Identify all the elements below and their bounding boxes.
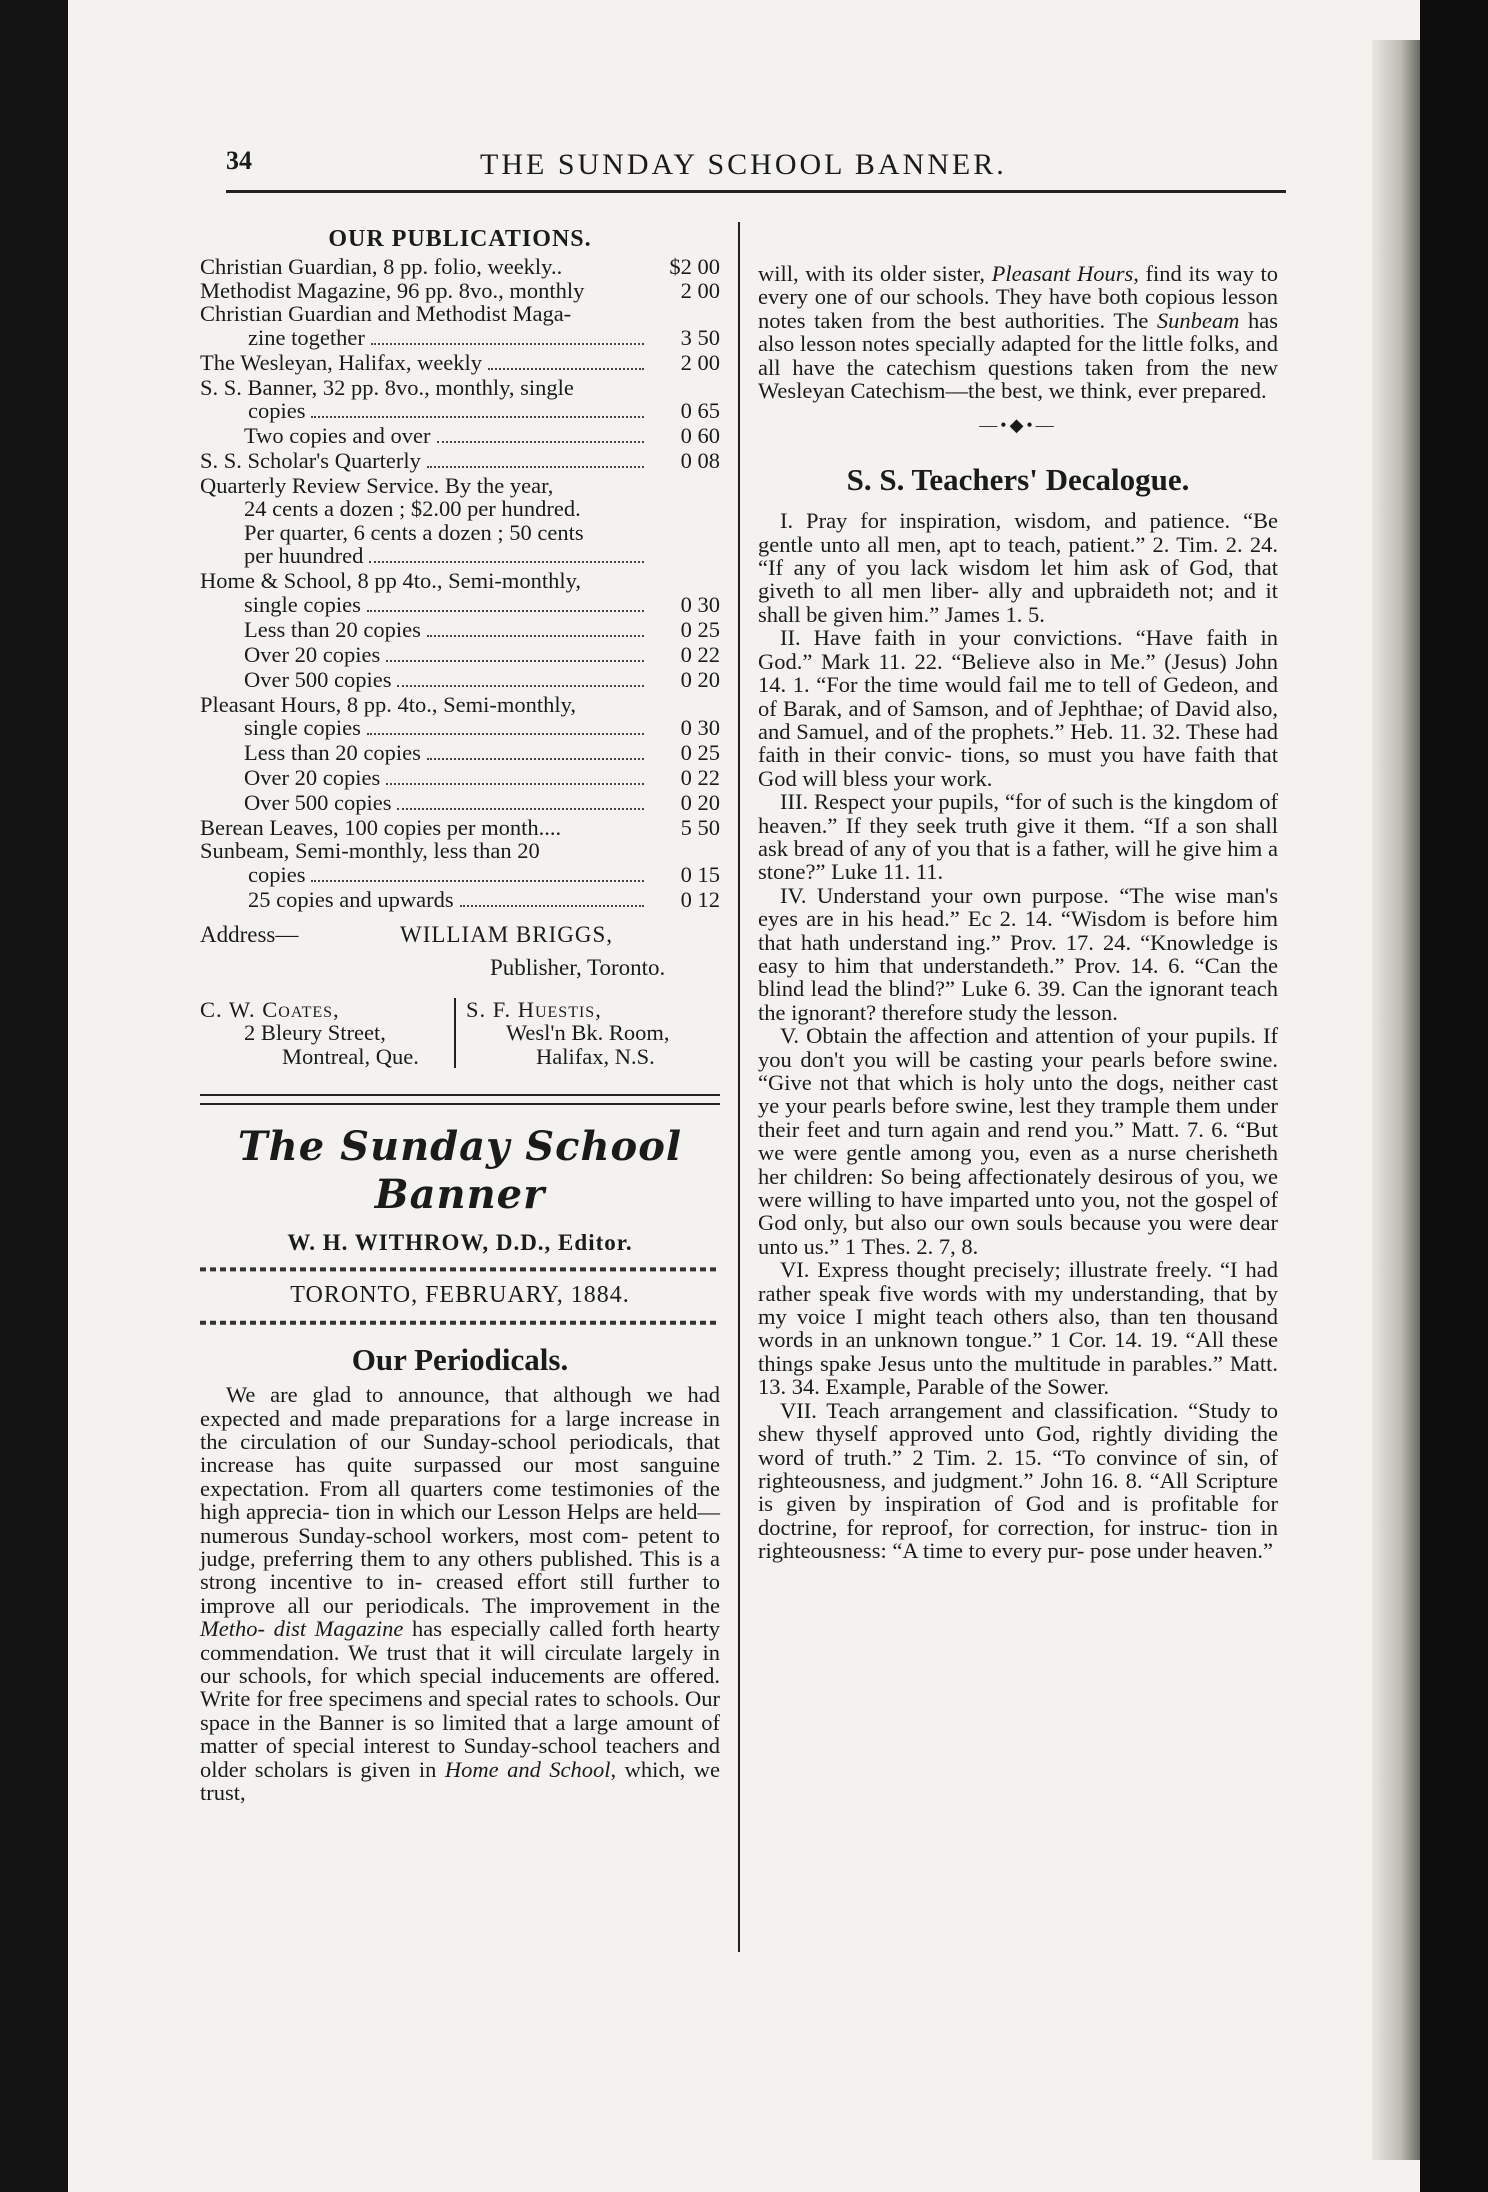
publication-item: [200, 593, 720, 618]
publication-price: 0 08: [680, 448, 720, 474]
publication-label: Methodist Magazine, 96 pp. 8vo., monthly: [200, 277, 585, 303]
publication-price: 0 22: [680, 765, 720, 791]
publication-item: [200, 302, 720, 325]
publication-label: 24 cents a dozen ; $2.00 per hundred.: [244, 496, 581, 522]
publication-label: Quarterly Review Service. By the year,: [200, 473, 554, 499]
publication-item: [200, 791, 720, 816]
wavy-rule: [200, 1318, 720, 1328]
publication-price: 0 20: [680, 790, 720, 816]
agent-address: 2 Bleury Street,: [244, 1020, 386, 1046]
publication-label: Sunbeam, Semi-monthly, less than 20: [200, 838, 540, 864]
publication-label: Over 500 copies: [244, 666, 392, 692]
leader-dots: [427, 635, 644, 637]
leader-dots: [386, 660, 644, 662]
publication-label: S. S. Banner, 32 pp. 8vo., monthly, single: [200, 374, 574, 400]
leader-dots: [488, 368, 644, 370]
running-title: THE SUNDAY SCHOOL BANNER.: [480, 148, 1007, 181]
publication-price: 0 65: [680, 398, 720, 424]
agent-name: S. F. Huestis,: [466, 996, 602, 1022]
publication-label: Per quarter, 6 cents a dozen ; 50 cents: [244, 519, 584, 545]
agent-city: Halifax, N.S.: [536, 1043, 655, 1069]
publication-item: [200, 618, 720, 643]
decalogue-list: [758, 509, 1278, 1562]
publication-price: $2 00: [669, 254, 720, 280]
publication-item: [200, 376, 720, 399]
leader-dots: [427, 466, 644, 468]
leader-dots: [367, 733, 644, 735]
publication-item: [200, 497, 720, 520]
publication-label: 25 copies and upwards: [248, 886, 454, 912]
leader-dots: [460, 905, 644, 907]
publisher-name: WILLIAM BRIGGS,: [400, 921, 614, 947]
agent-name: C. W. Coates,: [200, 996, 340, 1022]
page-edge-shadow: [1372, 40, 1420, 2160]
publication-label: Christian Guardian, 8 pp. folio, weekly..: [200, 254, 563, 280]
decalogue-item: II. Have faith in your convictions. “Have faith in God.” Mark 11. 22. “Believe also in Me.” (Jesus) John 14. 1. “For the time would fail me to tell of Gedeon, and of Barak, and of Samson, and of Jephthae; of David also, and Samuel, and of the prophets.” Heb. 11. 32. These had faith in their convic- tions, so must you have faith that God will bless your work.: [758, 625, 1278, 791]
publication-label: Over 20 copies: [244, 765, 381, 791]
publication-label: Two copies and over: [244, 423, 431, 449]
agent-city: Montreal, Que.: [282, 1043, 419, 1069]
publication-item: [200, 326, 720, 351]
publication-item: [200, 863, 720, 888]
leader-dots: [386, 783, 644, 785]
column-divider: [738, 222, 740, 1952]
publication-label: zine together: [248, 324, 365, 350]
leader-dots: [311, 880, 644, 882]
publication-item: [200, 643, 720, 668]
leader-dots: [397, 685, 644, 687]
decalogue-item: I. Pray for inspiration, wisdom, and patience. “Be gentle unto all men, apt to teach, patient.” 2. Tim. 2. 24. “If any of you lack wisdom let him ask of God, that giveth to all men liber- ally and upbraideth not; and it shall be given him.” James 1. 5.: [758, 508, 1278, 627]
decalogue-item: VI. Express thought precisely; illustrate freely. “I had rather speak five words with my understanding, that by my voice I might teach others also, than ten thousand words in an unknown tongue.” 1 Cor. 14. 19. “All these things spake Jesus unto the multitude in parables.” Matt. 13. 34. Example, Parable of the Sower.: [758, 1257, 1278, 1400]
agent-halifax: [454, 998, 720, 1068]
scan-background: [1420, 0, 1488, 2192]
publications-heading: OUR PUBLICATIONS.: [328, 226, 592, 252]
address-label: Address—: [200, 921, 299, 947]
publication-price: 0 15: [680, 861, 720, 887]
publication-item: [200, 766, 720, 791]
publication-item: [200, 888, 720, 913]
publication-item: [200, 544, 720, 569]
publication-price: 0 22: [680, 641, 720, 667]
leader-dots: [397, 808, 644, 810]
publication-item: [200, 521, 720, 544]
publication-label: Berean Leaves, 100 copies per month....: [200, 815, 562, 841]
publication-item: [200, 741, 720, 766]
publication-label: single copies: [244, 715, 361, 741]
agent-address: Wesl'n Bk. Room,: [506, 1020, 670, 1046]
address-line: [200, 923, 720, 946]
periodicals-title: Our Periodicals.: [351, 1341, 569, 1377]
decalogue-item: IV. Understand your own purpose. “The wise man's eyes are in his head.” Ec 2. 14. “Wisdom is before him that hath understand ing.” Prov. 17. 24. “Knowledge is easy to him that understandeth.” Prov. 14. 6. “Can the blind lead the blind?” Luke 6. 39. Can the ignorant teach the ignorant? therefore study the lesson.: [758, 882, 1278, 1025]
publications-list: [200, 255, 720, 912]
publication-price: 5 50: [680, 815, 720, 841]
publication-item: [200, 839, 720, 862]
decalogue-item: VII. Teach arrangement and classification. “Study to shew thyself approved unto God, rightly dividing the word of truth.” 2 Tim. 2. 15. “To convince of sin, of righteousness, and judgment.” John 16. 8. “All Scripture is given by inspiration of God and is profitable for doctrine, for reproof, for correction, for instruc- tion in righteousness: “A time to every pur- pose under heaven.”: [758, 1397, 1278, 1564]
publication-label: Over 500 copies: [244, 790, 392, 816]
header-rule: [226, 190, 1286, 193]
leader-dots: [371, 343, 644, 345]
publication-price: 0 30: [680, 591, 720, 617]
right-column: [758, 262, 1278, 1563]
publication-price: 3 50: [680, 324, 720, 350]
publication-label: copies: [248, 398, 306, 424]
publication-price: 0 25: [680, 616, 720, 642]
leader-dots: [437, 441, 645, 443]
publication-price: 2 00: [680, 277, 720, 303]
publication-price: 0 20: [680, 666, 720, 692]
publication-label: per huundred: [244, 543, 364, 569]
publication-item: [200, 279, 720, 302]
dateline: TORONTO, FEBRUARY, 1884.: [290, 1282, 630, 1309]
publisher-place: Publisher, Toronto.: [490, 955, 666, 981]
wavy-rule: [200, 1264, 720, 1274]
publication-item: [200, 424, 720, 449]
publication-item: [200, 255, 720, 278]
publication-item: [200, 693, 720, 716]
decalogue-item: V. Obtain the affection and attention of your pupils. If you don't you will be casting your pearls before swine. “Give not that which is holy unto the dogs, neither cast ye your pearls before swine, lest they trample them under their feet and turn again and rend you.” Matt. 7. 6. “But we were gentle among you, even as a nurse cherisheth her children: So being affectionately desirous of you, we were willing to have imparted unto you, not the gospel of God only, but also our own souls because you were dear unto us.” 1 Thes. 2. 7, 8.: [758, 1023, 1278, 1259]
publication-label: copies: [248, 861, 306, 887]
left-column: [200, 228, 720, 1804]
publication-item: [200, 351, 720, 376]
page-number: 34: [226, 146, 252, 175]
publication-label: Less than 20 copies: [244, 740, 421, 766]
publication-price: 0 12: [680, 886, 720, 912]
publication-label: S. S. Scholar's Quarterly: [200, 448, 421, 474]
masthead-rule: [200, 1094, 720, 1105]
publication-label: single copies: [244, 591, 361, 617]
publication-label: Pleasant Hours, 8 pp. 4to., Semi-monthly,: [200, 691, 577, 717]
page-header: [226, 138, 1286, 188]
publication-price: 0 60: [680, 423, 720, 449]
ornament-divider: —•◆•—: [979, 415, 1057, 436]
agent-montreal: [200, 998, 454, 1068]
publication-price: 0 30: [680, 715, 720, 741]
decalogue-title: S. S. Teachers' Decalogue.: [846, 461, 1190, 497]
publication-item: [200, 716, 720, 741]
periodicals-text: We are glad to announce, that although we had expected and made preparations for a large increase in the circulation of our Sunday-school periodicals, that increase has quite surpassed our most sanguine expectation. From all quarters come testimonies of the high apprecia- tion in which our Lesson Helps are held—numerous Sunday-school workers, most com- petent to judge, preferring them to any others published. This is a strong incentive to in- creased effort still further to improve all our periodicals. The improvement in the Metho- dist Magazine has especially called forth hearty commendation. We trust that it will circulate largely in our schools, for which special inducements are offered. Write for free specimens and special rates to schools. Our space in the Banner is so limited that a large amount of matter of special interest to Sunday-school teachers and older scholars is given in Home and School, which, we trust,: [200, 1382, 720, 1806]
publication-price: 2 00: [680, 349, 720, 375]
publication-label: Home & School, 8 pp 4to., Semi-monthly,: [200, 568, 582, 594]
decalogue-item: III. Respect your pupils, “for of such is the kingdom of heaven.” If they seek truth give it them. “If a son shall ask bread of any of you that is a father, will he give him a stone?” Luke 11. 11.: [758, 789, 1278, 885]
publication-label: Over 20 copies: [244, 641, 381, 667]
publication-item: [200, 668, 720, 693]
publication-item: [200, 816, 720, 839]
editor-line: W. H. WITHROW, D.D., Editor.: [287, 1229, 633, 1255]
agents: [200, 998, 720, 1068]
leader-dots: [311, 416, 644, 418]
publication-item: [200, 399, 720, 424]
publication-price: 0 25: [680, 740, 720, 766]
leader-dots: [367, 610, 644, 612]
publication-item: [200, 474, 720, 497]
publication-item: [200, 569, 720, 592]
publication-label: Christian Guardian and Methodist Maga-: [200, 301, 572, 327]
masthead-title: The Sunday School Banner: [237, 1122, 683, 1218]
periodicals-continuation: will, with its older sister, Pleasant Hours, find its way to every one of our schools. They have both copious lesson notes taken from the best authorities. The Sunbeam has also lesson notes specially adapted for the little folks, and all have the catechism questions taken from the new Wesleyan Catechism—the best, we think, ever prepared.: [758, 261, 1278, 404]
publication-label: Less than 20 copies: [244, 616, 421, 642]
publication-item: [200, 449, 720, 474]
leader-dots: [427, 758, 644, 760]
publication-label: The Wesleyan, Halifax, weekly: [200, 349, 483, 375]
leader-dots: [369, 561, 644, 563]
